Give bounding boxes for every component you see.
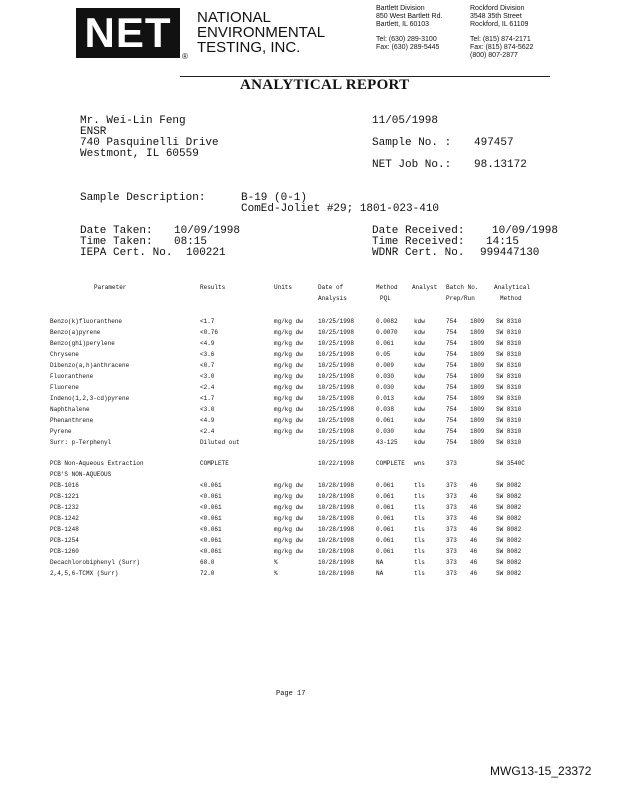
cell-result: <0.061 <box>200 526 222 533</box>
cell-result: <3.0 <box>200 406 215 413</box>
cell-units: % <box>274 570 278 577</box>
cell-batch-run: 1809 <box>470 439 485 446</box>
iepa-label: IEPA Cert. No. <box>80 247 173 259</box>
cell-method: SW 8310 <box>496 406 522 413</box>
col-method-header-1: Analytical <box>494 284 531 291</box>
division-line: Tel: (815) 874-2171 <box>470 35 531 43</box>
cell-batch-prep: 373 <box>446 526 457 533</box>
col-pql-header-1: Method <box>376 284 398 291</box>
col-batch-header-1: Batch No. <box>446 284 479 291</box>
cell-analyst: kdw <box>414 340 425 347</box>
cell-result: COMPLETE <box>200 460 229 467</box>
cell-date: 10/25/1998 <box>318 428 355 435</box>
wdnr-label: WDNR Cert. No. <box>372 247 465 259</box>
cell-parameter: PCB Non-Aqueous Extraction <box>50 460 144 467</box>
document-id: MWG13-15_23372 <box>490 764 592 778</box>
net-logo <box>76 8 180 58</box>
cell-method: SW 8310 <box>496 395 522 402</box>
cell-pql: 0.061 <box>376 493 395 500</box>
cell-batch-run: 46 <box>470 570 478 577</box>
cell-pql: 0.030 <box>376 428 395 435</box>
cell-batch-prep: 373 <box>446 515 457 522</box>
cell-pql: 0.013 <box>376 395 395 402</box>
sample-desc-line1: B-19 (0-1) <box>241 192 308 204</box>
cell-batch-run: 1809 <box>470 362 485 369</box>
time-taken: 08:15 <box>174 236 208 248</box>
date-received-label: Date Received: <box>372 225 465 237</box>
cell-parameter: Indeno(1,2,3-cd)pyrene <box>50 395 130 402</box>
cell-result: <0.061 <box>200 504 222 511</box>
cell-units: mg/kg dw <box>274 395 303 402</box>
report-title: ANALYTICAL REPORT <box>240 77 410 93</box>
cell-pql: 0.061 <box>376 537 395 544</box>
cell-units: mg/kg dw <box>274 329 303 336</box>
cell-method: SW 8310 <box>496 318 522 325</box>
cell-batch-prep: 373 <box>446 493 457 500</box>
col-method-header-2: Method <box>500 295 522 302</box>
cell-batch-run: 1809 <box>470 373 485 380</box>
cell-analyst: tls <box>414 570 425 577</box>
col-batch-header-2: Prep/Run <box>446 295 475 302</box>
cell-result: <4.9 <box>200 417 215 424</box>
cell-date: 10/28/1998 <box>318 482 355 489</box>
cell-pql: NA <box>376 559 384 566</box>
col-units-header: Units <box>274 284 293 291</box>
cell-units: % <box>274 559 278 566</box>
cell-date: 10/25/1998 <box>318 340 355 347</box>
cell-analyst: kdw <box>414 395 425 402</box>
cell-date: 10/25/1998 <box>318 329 355 336</box>
cell-pql: 0.0082 <box>376 318 398 325</box>
cell-result: Diluted out <box>200 439 240 446</box>
cell-batch-prep: 754 <box>446 373 457 380</box>
cell-date: 10/28/1998 <box>318 515 355 522</box>
cell-units: mg/kg dw <box>274 548 303 555</box>
cell-parameter: Decachlorobiphenyl (Surr) <box>50 559 141 566</box>
cell-parameter: Surr: p-Terphenyl <box>50 439 112 446</box>
cell-units: mg/kg dw <box>274 428 303 435</box>
cell-date: 10/25/1998 <box>318 406 355 413</box>
sample-no-label: Sample No. : <box>372 137 452 149</box>
cell-date: 10/25/1998 <box>318 439 355 446</box>
company-line: ENVIRONMENTAL <box>197 24 326 41</box>
cell-date: 10/28/1998 <box>318 526 355 533</box>
bartlett-division <box>376 5 442 52</box>
cell-units: mg/kg dw <box>274 417 303 424</box>
cell-batch-prep: 754 <box>446 395 457 402</box>
cell-parameter: PCB-1221 <box>50 493 79 500</box>
col-analyst-header: Analyst <box>412 284 438 291</box>
cell-date: 10/25/1998 <box>318 318 355 325</box>
cell-method: SW 8082 <box>496 537 522 544</box>
cell-batch-prep: 754 <box>446 428 457 435</box>
iepa-no: 100221 <box>186 247 226 259</box>
cell-units: mg/kg dw <box>274 482 303 489</box>
cell-analyst: kdw <box>414 318 425 325</box>
cell-method: SW 8310 <box>496 351 522 358</box>
cell-method: SW 8310 <box>496 340 522 347</box>
cell-batch-prep: 373 <box>446 570 457 577</box>
cell-units: mg/kg dw <box>274 384 303 391</box>
cell-pql: 0.0070 <box>376 329 398 336</box>
cell-batch-prep: 754 <box>446 406 457 413</box>
division-line: Fax: (630) 289-5445 <box>376 43 440 51</box>
cell-pql: 0.061 <box>376 548 395 555</box>
cell-batch-run: 1809 <box>470 395 485 402</box>
cell-batch-run: 46 <box>470 482 478 489</box>
cell-date: 10/25/1998 <box>318 417 355 424</box>
cell-method: SW 8310 <box>496 373 522 380</box>
sample-no: 497457 <box>474 137 514 149</box>
cell-analyst: kdw <box>414 362 425 369</box>
col-results-header: Results <box>200 284 226 291</box>
cell-batch-run: 46 <box>470 526 478 533</box>
registered-mark: ® <box>182 52 188 61</box>
cell-batch-run: 1809 <box>470 329 485 336</box>
cell-units: mg/kg dw <box>274 340 303 347</box>
cell-method: SW 8082 <box>496 482 522 489</box>
cell-analyst: tls <box>414 504 425 511</box>
cell-parameter: PCB-1016 <box>50 482 79 489</box>
client-city: Westmont, IL 60559 <box>80 148 199 160</box>
cell-batch-prep: 754 <box>446 340 457 347</box>
client-street: 740 Pasquinelli Drive <box>80 137 219 149</box>
cell-batch-prep: 373 <box>446 537 457 544</box>
cell-method: SW 8082 <box>496 515 522 522</box>
cell-pql: 0.038 <box>376 406 395 413</box>
cell-result: <1.7 <box>200 395 215 402</box>
cell-analyst: kdw <box>414 351 425 358</box>
cell-batch-run: 46 <box>470 559 478 566</box>
cell-pql: 0.05 <box>376 351 391 358</box>
cell-result: 68.0 <box>200 559 215 566</box>
cell-parameter: PCB-1248 <box>50 526 79 533</box>
cell-analyst: kdw <box>414 406 425 413</box>
cell-parameter: Phenanthrene <box>50 417 94 424</box>
cell-method: SW 3540C <box>496 460 525 467</box>
cell-method: SW 8082 <box>496 493 522 500</box>
cell-batch-prep: 373 <box>446 504 457 511</box>
cell-batch-prep: 754 <box>446 417 457 424</box>
cell-batch-prep: 754 <box>446 318 457 325</box>
cell-batch-prep: 373 <box>446 482 457 489</box>
job-no: 98.13172 <box>474 159 527 171</box>
cell-analyst: tls <box>414 482 425 489</box>
cell-date: 10/25/1998 <box>318 384 355 391</box>
cell-batch-run: 46 <box>470 504 478 511</box>
cell-date: 10/28/1998 <box>318 559 355 566</box>
cell-batch-run: 1809 <box>470 406 485 413</box>
cell-batch-run: 46 <box>470 548 478 555</box>
logo-text: NET <box>84 9 172 56</box>
client-company: ENSR <box>80 126 107 138</box>
cell-method: SW 8310 <box>496 362 522 369</box>
cell-batch-run: 1809 <box>470 428 485 435</box>
cell-result: <2.4 <box>200 384 215 391</box>
company-line: TESTING, INC. <box>197 39 301 56</box>
cell-parameter: Benzo(a)pyrene <box>50 329 101 336</box>
division-line: Fax: (815) 874-5622 <box>470 43 534 51</box>
cell-pql: 0.061 <box>376 417 395 424</box>
cell-analyst: tls <box>414 537 425 544</box>
cell-result: <0.061 <box>200 537 222 544</box>
cell-method: SW 8310 <box>496 428 522 435</box>
cell-analyst: kdw <box>414 428 425 435</box>
cell-pql: 0.061 <box>376 482 395 489</box>
cell-method: SW 8082 <box>496 548 522 555</box>
col-date-header-2: Analysis <box>318 295 347 302</box>
page-number: Page 17 <box>276 690 306 698</box>
cell-batch-prep: 754 <box>446 351 457 358</box>
cell-analyst: kdw <box>414 384 425 391</box>
division-line: Bartlett Division <box>376 5 425 12</box>
cell-analyst: kdw <box>414 373 425 380</box>
cell-parameter: Naphthalene <box>50 406 90 413</box>
cell-parameter: Dibenzo(a,h)anthracene <box>50 362 130 369</box>
cell-batch-run: 1809 <box>470 340 485 347</box>
cell-method: SW 8082 <box>496 504 522 511</box>
cell-pql: 43-125 <box>376 439 398 446</box>
cell-batch-run: 46 <box>470 493 478 500</box>
job-no-label: NET Job No.: <box>372 159 452 171</box>
cell-pql: NA <box>376 570 384 577</box>
cell-date: 10/25/1998 <box>318 373 355 380</box>
cell-method: SW 8310 <box>496 439 522 446</box>
cell-method: SW 8310 <box>496 384 522 391</box>
cell-date: 10/28/1998 <box>318 548 355 555</box>
cell-result: 72.0 <box>200 570 215 577</box>
rockford-division <box>470 5 533 60</box>
cell-analyst: tls <box>414 515 425 522</box>
cell-pql: 0.009 <box>376 362 395 369</box>
cell-parameter: 2,4,5,6-TCMX (Surr) <box>50 570 119 577</box>
cell-result: <0.061 <box>200 548 222 555</box>
cell-batch-prep: 754 <box>446 384 457 391</box>
cell-units: mg/kg dw <box>274 526 303 533</box>
cell-parameter: PCB-1242 <box>50 515 79 522</box>
cell-analyst: tls <box>414 559 425 566</box>
cell-parameter: Pyrene <box>50 428 72 435</box>
cell-date: 10/28/1998 <box>318 504 355 511</box>
cell-parameter: PCB-1254 <box>50 537 79 544</box>
division-line: Rockford, IL 61109 <box>470 21 529 29</box>
cell-method: SW 8082 <box>496 526 522 533</box>
cell-analyst: tls <box>414 548 425 555</box>
cell-batch-prep: 373 <box>446 548 457 555</box>
cell-batch-run: 46 <box>470 515 478 522</box>
cell-units: mg/kg dw <box>274 318 303 325</box>
cell-batch-run: 1809 <box>470 417 485 424</box>
wdnr-no: 999447130 <box>480 247 540 259</box>
cell-method: SW 8310 <box>496 329 522 336</box>
cell-date: 10/22/1998 <box>318 460 355 467</box>
cell-date: 10/28/1998 <box>318 537 355 544</box>
cell-units: mg/kg dw <box>274 515 303 522</box>
cell-units: mg/kg dw <box>274 406 303 413</box>
client-name: Mr. Wei-Lin Feng <box>80 115 186 127</box>
company-line: NATIONAL <box>197 9 271 26</box>
cell-analyst: wns <box>414 460 425 467</box>
cell-batch-run: 1809 <box>470 318 485 325</box>
cell-date: 10/25/1998 <box>318 395 355 402</box>
time-received-label: Time Received: <box>372 236 465 248</box>
cell-units: mg/kg dw <box>274 373 303 380</box>
cell-result: <1.7 <box>200 318 215 325</box>
division-line: 3548 35th Street <box>470 13 522 21</box>
col-parameter-header: Parameter <box>94 284 127 291</box>
cell-batch-prep: 754 <box>446 439 457 446</box>
cell-batch-run: 1809 <box>470 384 485 391</box>
cell-result: <0.7 <box>200 362 215 369</box>
cell-result: <3.6 <box>200 351 215 358</box>
cell-date: 10/25/1998 <box>318 351 355 358</box>
date-taken-label: Date Taken: <box>80 225 153 237</box>
cell-pql: COMPLETE <box>376 460 405 467</box>
cell-batch-prep: 373 <box>446 460 457 467</box>
cell-result: <3.0 <box>200 373 215 380</box>
cell-pql: 0.061 <box>376 526 395 533</box>
cell-parameter: Fluoranthene <box>50 373 94 380</box>
date-taken: 10/09/1998 <box>174 225 241 237</box>
cell-batch-run: 1809 <box>470 351 485 358</box>
cell-result: <0.061 <box>200 515 222 522</box>
cell-pql: 0.061 <box>376 504 395 511</box>
cell-result: <0.76 <box>200 329 219 336</box>
division-line: Bartlett, IL 60103 <box>376 21 430 29</box>
cell-parameter: Benzo(ghi)perylene <box>50 340 115 347</box>
division-line: 850 West Bartlett Rd. <box>376 13 443 21</box>
col-pql-header-2: PQL <box>380 295 391 302</box>
cell-method: SW 8310 <box>496 417 522 424</box>
cell-units: mg/kg dw <box>274 504 303 511</box>
cell-pql: 0.030 <box>376 373 395 380</box>
division-line: Tel: (630) 289-3100 <box>376 35 437 43</box>
cell-parameter: Chrysene <box>50 351 79 358</box>
sample-desc-line2: ComEd-Joliet #29; 1801-023-410 <box>241 203 440 215</box>
cell-parameter: Fluorene <box>50 384 79 391</box>
cell-analyst: kdw <box>414 439 425 446</box>
date-received: 10/09/1998 <box>492 225 559 237</box>
cell-units: mg/kg dw <box>274 362 303 369</box>
cell-method: SW 8082 <box>496 559 522 566</box>
cell-pql: 0.061 <box>376 340 395 347</box>
time-taken-label: Time Taken: <box>80 236 153 248</box>
cell-analyst: tls <box>414 526 425 533</box>
cell-batch-run: 46 <box>470 537 478 544</box>
cell-result: <2.4 <box>200 428 215 435</box>
cell-parameter: Benzo(k)fluoranthene <box>50 318 123 325</box>
cell-pql: 0.061 <box>376 515 395 522</box>
cell-parameter: PCB'S NON-AQUEOUS <box>50 471 112 478</box>
cell-analyst: kdw <box>414 417 425 424</box>
cell-result: <0.061 <box>200 482 222 489</box>
division-line: (800) 807-2877 <box>470 52 518 60</box>
time-received: 14:15 <box>486 236 520 248</box>
division-line: Rockford Division <box>470 5 525 12</box>
report-date: 11/05/1998 <box>372 115 439 127</box>
cell-units: mg/kg dw <box>274 351 303 358</box>
cell-date: 10/25/1998 <box>318 362 355 369</box>
cell-batch-prep: 373 <box>446 559 457 566</box>
cell-parameter: PCB-1260 <box>50 548 79 555</box>
cell-analyst: tls <box>414 493 425 500</box>
cell-pql: 0.030 <box>376 384 395 391</box>
cell-parameter: PCB-1232 <box>50 504 79 511</box>
cell-date: 10/28/1998 <box>318 493 355 500</box>
cell-batch-prep: 754 <box>446 329 457 336</box>
cell-method: SW 8082 <box>496 570 522 577</box>
cell-units: mg/kg dw <box>274 537 303 544</box>
company-name <box>197 10 325 55</box>
cell-batch-prep: 754 <box>446 362 457 369</box>
cell-date: 10/28/1998 <box>318 570 355 577</box>
cell-result: <0.061 <box>200 493 222 500</box>
sample-desc-label: Sample Description: <box>80 192 206 204</box>
cell-units: mg/kg dw <box>274 493 303 500</box>
cell-analyst: kdw <box>414 329 425 336</box>
cell-result: <4.9 <box>200 340 215 347</box>
col-date-header-1: Date of <box>318 284 344 291</box>
